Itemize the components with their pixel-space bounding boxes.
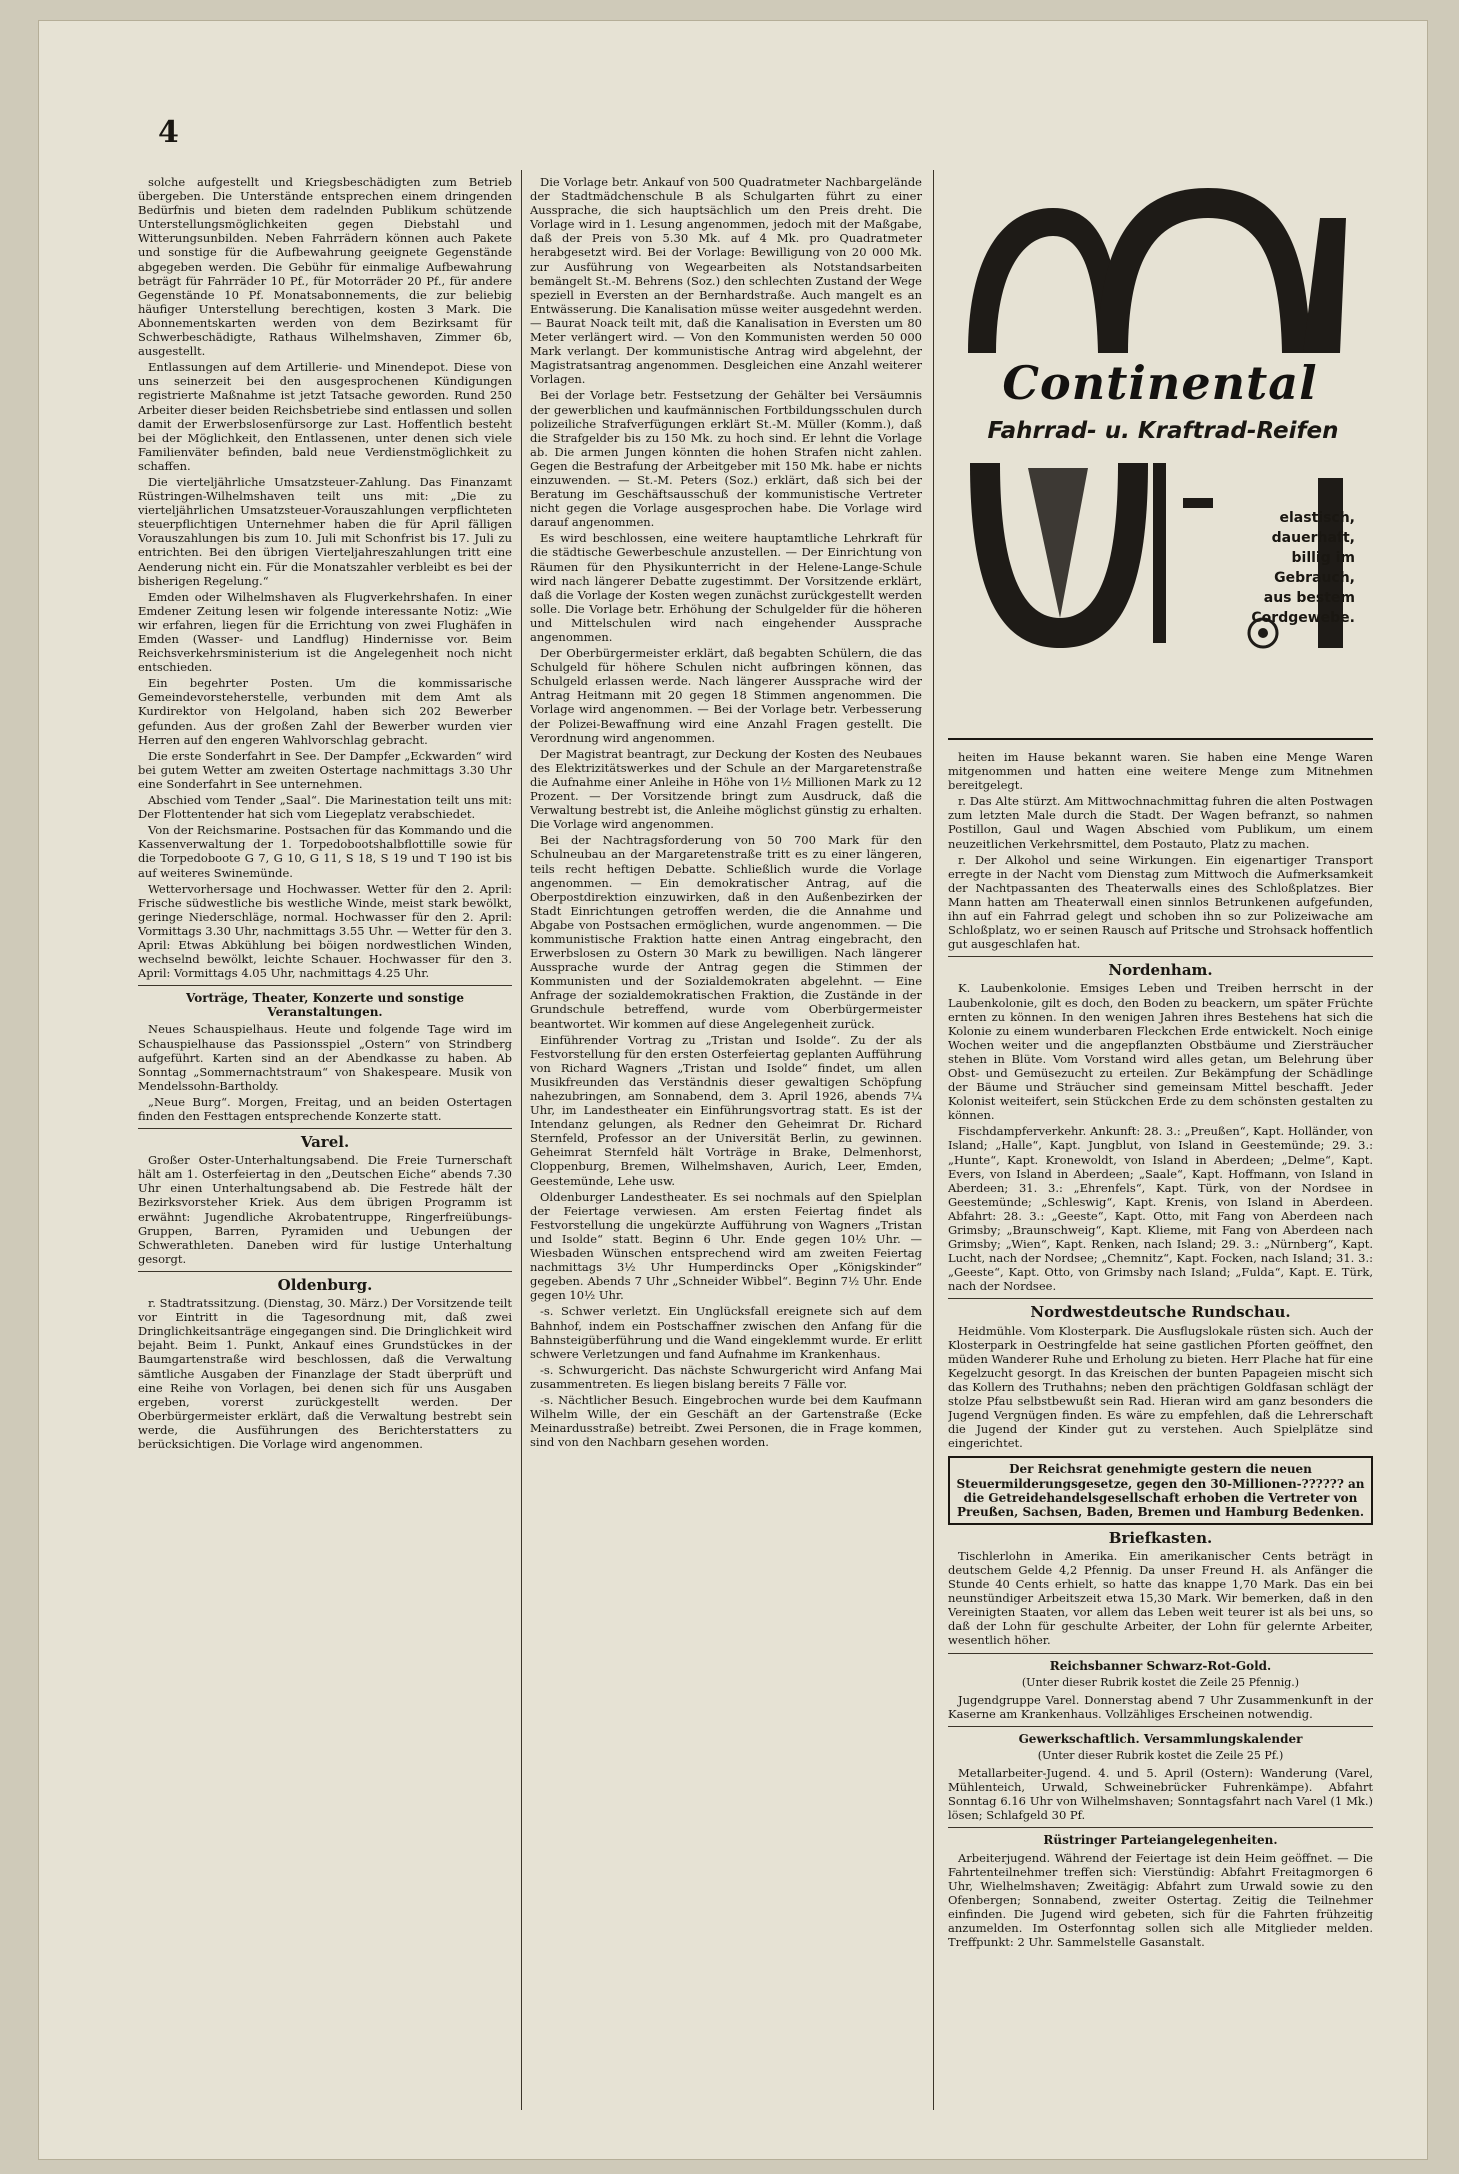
- article-paragraph: r. Das Alte stürzt. Am Mittwochnachmittag fuhren die alten Postwagen zum letzten Male durch die Stadt. Der Wagen befranzt, so nahmen Postillon, Gaul und Wagen Abschied vom Publikum, um einem neuzeitlichen Verkehrsmittel, dem Postauto, Platz zu machen.: [948, 794, 1373, 851]
- article-paragraph: Die Vorlage betr. Ankauf von 500 Quadratmeter Nachbargelände der Stadtmädchenschule B als Schulgarten führt zu einer Aussprache, die sich hauptsächlich um den Preis dreht. Die Vorlage wird in 1. Lesung angenommen, jedoch mit der Maßgabe, daß der Preis von 5.30 Mk. auf 4 Mk. pro Quadratmeter herabgesetzt wird. Bei der Vorlage: Bewilligung von 20 000 Mk. zur Ausführung von Wegearbeiten als Notstandsarbeiten bemängelt St.-M. Behrens (Soz.) den schlechten Zustand der Wege speziell in Eversten an der Bernhardstraße. Auch mangelt es an Entwässerung. Die Kanalisation müsse weiter ausgedehnt werden. — Baurat Noack teilt mit, daß die Kanalisation in Eversten um 80 Meter verlängert wird. — Von den Kommunisten werden 50 000 Mark verlangt. Der kommunistische Antrag wird abgelehnt, der Magistratsantrag angenommen. Desgleichen eine Anzahl weiterer Vorlagen.: [530, 175, 922, 387]
- article-paragraph: Oldenburger Landestheater. Es sei nochmals auf den Spielplan der Feiertage verwiesen. Am ersten Feiertag findet als Festvorstellung die ungekürzte Aufführung von Wagners „Tristan und Isolde“ statt. Beginn 6 Uhr. Ende gegen 10½ Uhr. — Wiesbaden Wünschen entsprechend wird am zweiten Feiertag nachmittags 3½ Uhr Humperdincks Oper „Königskinder“ gegeben. Abends 7 Uhr „Schneider Wibbel“. Beginn 7½ Uhr. Ende gegen 10½ Uhr.: [530, 1189, 922, 1303]
- section-rule: [948, 1726, 1373, 1727]
- news-box: Der Reichsrat genehmigte gestern die neuen Steuermilderungsgesetze, gegen den 30-Millionen-?????? an die Getreidehandelsgesellschaft erhoben die Vertreter von Preußen, Sachsen, Baden, Bremen und Hamburg Bedenken.: [948, 1456, 1373, 1524]
- ad-claim: Cordgewebe.: [1251, 610, 1355, 626]
- section-heading: Vorträge, Theater, Konzerte und sonstige Veranstaltungen.: [185, 991, 464, 1020]
- section-rule: [948, 1827, 1373, 1828]
- ad-claim: billig im: [1291, 550, 1355, 566]
- article-paragraph: Der Magistrat beantragt, zur Deckung der Kosten des Neubaues des Elektrizitätswerkes und der Schule an der Margaretenstraße die Aufnahme einer Anleihe in Höhe von 1½ Millionen Mark zu 12 Prozent. — Der Vorsitzende bringt zum Ausdruck, daß die Verwaltung bestrebt ist, die Anleihe möglichst günstig zu erhalten. Die Vorlage wird angenommen.: [530, 746, 922, 832]
- section-rule: [138, 1128, 512, 1129]
- column-right: [948, 750, 1373, 2110]
- article-paragraph: -s. Schwurgericht. Das nächste Schwurgericht wird Anfang Mai zusammentreten. Es liegen bislang bereits 7 Fälle vor.: [530, 1362, 922, 1391]
- ad-claim: Gebrauch,: [1274, 570, 1355, 586]
- ad-claim: dauerhaft,: [1271, 530, 1355, 546]
- article-paragraph: -s. Schwer verletzt. Ein Unglücksfall ereignete sich auf dem Bahnhof, indem ein Postschaffner zwischen den Anfang für die Bahnsteigüberführung und die Wand eingeklemmt wurde. Er erlitt schwere Verletzungen und fand Aufnahme im Krankenhaus.: [530, 1304, 922, 1361]
- article-paragraph: Abschied vom Tender „Saal“. Die Marinestation teilt uns mit: Der Flottentender hat sich vom Liegeplatz verabschiedet.: [138, 793, 512, 822]
- article-paragraph: Ein begehrter Posten. Um die kommissarische Gemeindevorsteherstelle, verbunden mit dem Amt als Kurdirektor von Helgoland, haben sich 202 Bewerber gefunden. Aus der großen Zahl der Bewerber wurden vier Herren auf den engeren Wahlvorschlag gebracht.: [138, 676, 512, 747]
- article-paragraph: Bei der Nachtragsforderung von 50 700 Mark für den Schulneubau an der Margaretenstraße tritt es zu einer längeren, teils recht heftigen Debatte. Schließlich wurde die Vorlage angenommen. — Ein demokratischer Antrag, auf die Oberpostdirektion einzuwirken, daß in den Außenbezirken der Stadt Einrichtungen getroffen werden, die die Annahme und Abgabe von Postsachen ermöglichen, wurde angenommen. — Die kommunistische Fraktion hatte einen Antrag eingebracht, den Erwerbslosen zu Ostern 30 Mark zu bewilligen. Nach längerer Aussprache wurde der Antrag gegen die Stimmen der Kommunisten und der Sozialdemokraten abgelehnt. — Eine Anfrage der sozialdemokratischen Fraktion, die Zustände in der Grundschule betreffend, wurde vom Oberbürgermeister beantwortet. Wir kommen auf diese Angelegenheit zurück.: [530, 833, 922, 1031]
- section-heading: Oldenburg.: [277, 1275, 373, 1294]
- article-paragraph: Neues Schauspielhaus. Heute und folgende Tage wird im Schauspielhause das Passionsspiel „Ostern“ von Strindberg aufgeführt. Karten sind an der Abendkasse zu haben. Ab Sonntag „Sommernachtstraum“ von Shakespeare. Musik von Mendelssohn-Bartholdy.: [138, 1022, 512, 1093]
- section-heading: Varel.: [300, 1133, 350, 1152]
- section-rule: [138, 985, 512, 986]
- article-paragraph: Die vierteljährliche Umsatzsteuer-Zahlung. Das Finanzamt Rüstringen-Wilhelmshaven teilt uns mit: „Die zu vierteljährlichen Umsatzsteuer-Vorauszahlungen verpflichteten steuerpflichtigen Unternehmer haben die für April fälligen Vorauszahlungen bis zum 10. Juli mit Schonfrist bis 17. Juli zu entrichten. Bei den übrigen Vierteljahreszahlungen tritt eine Aenderung nicht ein. Für die Monatszahler verbleibt es bei der bisherigen Regelung.“: [138, 474, 512, 588]
- section-heading: Briefkasten.: [1108, 1528, 1213, 1547]
- column-left: [138, 175, 512, 2105]
- section-heading: Gewerkschaftlich. Versammlungskalender: [1018, 1731, 1303, 1746]
- page-number: 4: [158, 115, 179, 150]
- article-paragraph: Arbeiterjugend. Während der Feiertage ist dein Heim geöffnet. — Die Fahrtenteilnehmer treffen sich: Vierstündig: Abfahrt Freitagmorgen 6 Uhr, Wielhelmshaven; Zweitägig: Abfahrt zum Urwald sowie zu den Ofenbergen; Sonnabend, zweiter Ostertag. Zeitig die Teilnehmer einfinden. Die Jugend wird gebeten, sich für die Fahrten frühzeitig anzumelden. Im Osterfonntag sollen sich alle Mitglieder melden. Treffpunkt: 2 Uhr. Sammelstelle Gasanstalt.: [948, 1850, 1373, 1950]
- article-paragraph: Bei der Vorlage betr. Festsetzung der Gehälter bei Versäumnis der gewerblichen und kaufmännischen Fortbildungsschulen durch polizeiliche Strafverfügungen erklärt St.-M. Müller (Komm.), daß die Strafgelder bis zu 150 Mk. zu hoch sind. Er lehnt die Vorlage ab. Die armen Jungen könnten die hohen Strafen nicht zahlen. Gegen die Bestrafung der Arbeitgeber mit 150 Mk. habe er nichts einzuwenden. — St.-M. Peters (Soz.) erklärt, daß sich bei der Beratung im Geschäftsausschuß der kommunistische Vertreter nicht gegen die Vorlage ausgesprochen habe. Die Vorlage wird darauf angenommen.: [530, 388, 922, 530]
- article-paragraph: K. Laubenkolonie. Emsiges Leben und Treiben herrscht in der Laubenkolonie, gilt es doch, den Boden zu beackern, um später Früchte ernten zu können. In den wenigen Jahren ihres Bestehens hat sich die Kolonie zu einem wunderbaren Fleckchen Erde entwickelt. Noch einige Wochen weiter und die angepflanzten Obstbäume und Ziersträucher stehen in Blüte. Vom Vorstand wird alles getan, um Belehrung über Obst- und Gemüsezucht zu erteilen. Zur Bekämpfung der Schädlinge der Bäume und Sträucher sind gemeinsam Mittel beschafft. Jeder Kolonist weiteifert, sein Stückchen Erde zu dem schönsten gestalten zu können.: [948, 981, 1373, 1123]
- article-paragraph: -s. Nächtlicher Besuch. Eingebrochen wurde bei dem Kaufmann Wilhelm Wille, der ein Geschäft an der Gartenstraße (Ecke Meinardusstraße) betreibt. Zwei Personen, die in Frage kommen, sind von den Nachbarn gesehen worden.: [530, 1392, 922, 1450]
- article-paragraph: Emden oder Wilhelmshaven als Flugverkehrshafen. In einer Emdener Zeitung lesen wir folgende interessante Notiz: „Wie wir erfahren, liegen für die Errichtung von zwei Flughäfen in Emden (Wasser- und Landflug) Hindernisse vor. Beim Reichsverkehrsministerium ist die Angelegenheit noch nicht entschieden.: [138, 589, 512, 675]
- article-paragraph: Großer Oster-Unterhaltungsabend. Die Freie Turnerschaft hält am 1. Osterfeiertag in den „Deutschen Eiche“ abends 7.30 Uhr einen Unterhaltungsabend ab. Die Festrede hält der Bezirksvorsteher Kriek. Aus dem übrigen Programm ist erwähnt: Jugendliche Akrobatentruppe, Ringerfreiübungs-Gruppen, Barren, Pyramiden und Uebungen der Schwerathleten. Daneben wird für lustige Unterhaltung gesorgt.: [138, 1153, 512, 1266]
- article-paragraph: Es wird beschlossen, eine weitere hauptamtliche Lehrkraft für die städtische Gewerbeschule anzustellen. — Der Einrichtung von Räumen für den Physikunterricht in der Helene-Lange-Schule wird nach längerer Debatte zugestimmt. Der Vorsitzende erklärt, daß die Vorlage der Kosten wegen zunächst zurückgestellt werden solle. Die Vorlage betr. Erhöhung der Schulgelder für die höheren und Mittelschulen wird nach eingehender Aussprache angenommen.: [530, 531, 922, 644]
- rubric-note: (Unter dieser Rubrik kostet die Zeile 25 Pf.): [1037, 1749, 1284, 1762]
- continental-advertisement: [948, 178, 1373, 740]
- rubric-note: (Unter dieser Rubrik kostet die Zeile 25 Pfennig.): [1021, 1675, 1300, 1689]
- article-paragraph: Fischdampferverkehr. Ankunft: 28. 3.: „Preußen“, Kapt. Holländer, von Island; „Halle“, Kapt. Jungblut, von Island in Geestemünde; 29. 3.: „Hunte“, Kapt. Kronewoldt, von Island in Aberdeen; „Delme“, Kapt. Evers, von Island in Aberdeen; „Saale“, Kapt. Hoffmann, von Island in Aberdeen; 31. 3.: „Ehrenfels“, Kapt. Türk, von der Nordsee in Geestemünde; „Schleswig“, Kapt. Krenis, von Island in Aberdeen. Abfahrt: 28. 3.: „Geeste“, Kapt. Otto, mit Fang von Aberdeen nach Grimsby; „Braunschweig“, Kapt. Klieme, mit Fang von Aberdeen nach Grimsby; „Wien“, Kapt. Renken, nach Island; 29. 3.: „Nürnberg“, Kapt. Lucht, nach der Nordsee; „Chemnitz“, Kapt. Focken, nach Island; 31. 3.: „Geeste“, Kapt. Otto, von Grimsby nach Island; „Fulda“, Kapt. E. Türk, nach der Nordsee.: [948, 1124, 1373, 1294]
- section-rule: [948, 1298, 1373, 1299]
- column-middle: [530, 175, 922, 2105]
- section-heading: Nordwestdeutsche Rundschau.: [1030, 1303, 1291, 1322]
- section-rule: [948, 1653, 1373, 1654]
- column-divider: [933, 170, 934, 2110]
- section-rule: [948, 956, 1373, 957]
- article-paragraph: Die erste Sonderfahrt in See. Der Dampfer „Eckwarden“ wird bei gutem Wetter am zweiten Ostertage nachmittags 3.30 Uhr eine Sonderfahrt in See unternehmen.: [138, 748, 512, 791]
- section-rule: [138, 1271, 512, 1272]
- section-heading: Nordenham.: [1108, 961, 1213, 980]
- tire-illustration: [948, 178, 1373, 738]
- brand-wordmark: Continental: [1002, 356, 1318, 410]
- article-paragraph: Von der Reichsmarine. Postsachen für das Kommando und die Kassenverwaltung der 1. Torpedobootshalbflottille sowie für die Torpedoboote G 7, G 10, G 11, S 18, S 19 und T 190 ist bis auf weiteres Swinemünde.: [138, 823, 512, 880]
- article-paragraph: Metallarbeiter-Jugend. 4. und 5. April (Ostern): Wanderung (Varel, Mühlenteich, Urwald, Schweinebrücker Fuhrenkämpe). Abfahrt Sonntag 6.16 Uhr von Wilhelmshaven; Sonntagsfahrt nach Varel (1 Mk.) lösen; Schlafgeld 30 Pf.: [948, 1766, 1373, 1823]
- article-paragraph: Entlassungen auf dem Artillerie- und Minendepot. Diese von uns seinerzeit bei den ausgesprochenen Kündigungen registrierte Maßnahme ist jetzt Tatsache geworden. Rund 250 Arbeiter dieser beiden Reichsbetriebe sind entlassen und sollen damit der Erwerbslosenfürsorge zur Last. Hoffentlich besteht bei der Möglichkeit, den Entlassenen, unter denen sich viele Familienväter befinden, bald neue Verdienstmöglichkeit zu schaffen.: [138, 360, 512, 473]
- section-heading: Rüstringer Parteiangelegenheiten.: [1043, 1833, 1278, 1848]
- article-paragraph: „Neue Burg“. Morgen, Freitag, und an beiden Ostertagen finden den Festtagen entsprechende Konzerte statt.: [138, 1094, 512, 1123]
- article-paragraph: Tischlerlohn in Amerika. Ein amerikanischer Cents beträgt in deutschem Gelde 4,2 Pfennig. Da unser Freund H. als Anfänger die Stunde 40 Cents erhielt, so hatte das knappe 1,70 Mark. Das ein bei neunstündiger Arbeitszeit etwa 15,30 Mark. Wir bemerken, daß in den Vereinigten Staaten, vor allem das Leben weit teurer ist als bei uns, so daß der Lohn für geschulte Arbeiter, der Lohn für gelernte Arbeiter, wesentlich höher.: [948, 1548, 1373, 1648]
- ad-claims: [1205, 508, 1355, 628]
- newspaper-page: [38, 20, 1428, 2160]
- article-paragraph: r. Der Alkohol und seine Wirkungen. Ein eigenartiger Transport erregte in der Nacht vom Dienstag zum Mittwoch die Aufmerksamkeit der Nachtpassanten des Theaterwalls eines des Schloßplatzes. Bier Mann hatten am Theaterwall einen sinnlos Betrunkenen aufgefunden, ihn auf ein Fahrrad gelegt und schoben ihn so zur Polizeiwache am Schloßplatz, wo er seinen Rausch auf Pritsche und Strohsack hoffentlich gut ausgeschlafen hat.: [948, 852, 1373, 952]
- article-paragraph: heiten im Hause bekannt waren. Sie haben eine Menge Waren mitgenommen und hatten eine weitere Menge zum Mitnehmen bereitgelegt.: [948, 750, 1373, 793]
- ad-tagline: Fahrrad- u. Kraftrad-Reifen: [987, 418, 1339, 444]
- article-paragraph: Jugendgruppe Varel. Donnerstag abend 7 Uhr Zusammenkunft in der Kaserne am Krankenhaus. Vollzähliges Erscheinen notwendig.: [948, 1692, 1373, 1721]
- article-paragraph: r. Stadtratssitzung. (Dienstag, 30. März.) Der Vorsitzende teilt vor Eintritt in die Tagesordnung mit, daß zwei Dringlichkeitsanträge eingegangen sind. Die Dringlichkeit wird bejaht. Beim 1. Punkt, Ankauf eines Grundstückes in der Baumgartenstraße wird beschlossen, daß die Verwaltung sämtliche Ausgaben der Finanzlage der Stadt überprüft und eine Reihe von Vorlagen, bei denen sich für uns Ausgaben ergeben, vorerst zurückgestellt werden. Der Oberbürgermeister erklärt, daß die Verwaltung bestrebt sein werde, die Ausführungen des Berichterstatters zu berücksichtigen. Die Vorlage wird angenommen.: [138, 1296, 512, 1451]
- ad-claim: elastisch,: [1279, 510, 1355, 526]
- article-paragraph: Heidmühle. Vom Klosterpark. Die Ausflugslokale rüsten sich. Auch der Klosterpark in Oestringfelde hat seine gastlichen Pforten geöffnet, den müden Wanderer Ruhe und Erholung zu bieten. Herr Plache hat für eine Kegelzucht gesorgt. In das Kreischen der bunten Papageien mischt sich das Kollern des Truthahns; neben den prächtigen Goldfasan schlägt der stolze Pfau selbstbewußt sein Rad. Hieran wird am ganz besonders die Jugend Vergnügen finden. Es wäre zu empfehlen, daß die Lehrerschaft die Jugend der Kinder gut zu verstehen. Auch Spielplätze sind eingerichtet.: [948, 1323, 1373, 1451]
- article-paragraph: Der Oberbürgermeister erklärt, daß begabten Schülern, die das Schulgeld für höhere Schulen nicht aufbringen können, das Schulgeld erlassen werde. Nach längerer Aussprache wird der Antrag Heitmann mit 20 gegen 18 Stimmen angenommen. Die Vorlage wird angenommen. — Bei der Vorlage betr. Verbesserung der Polizei-Bewaffnung wird eine Anzahl Fragen gestellt. Die Verordnung wird angenommen.: [530, 646, 922, 745]
- ad-claim: aus bestem: [1263, 590, 1355, 606]
- section-heading: Reichsbanner Schwarz-Rot-Gold.: [1049, 1658, 1272, 1673]
- article-paragraph: Wettervorhersage und Hochwasser. Wetter für den 2. April: Frische südwestliche bis westliche Winde, meist stark bewölkt, geringe Niederschläge, normal. Hochwasser für den 2. April: Vormittags 3.30 Uhr, nachmittags 3.55 Uhr. — Wetter für den 3. April: Etwas Abkühlung bei böigen nordwestlichen Winden, wechselnd bewölkt, leichte Schauer. Hochwasser für den 3. April: Vormittags 4.05 Uhr, nachmittags 4.25 Uhr.: [138, 881, 512, 981]
- article-paragraph: Einführender Vortrag zu „Tristan und Isolde“. Zu der als Festvorstellung für den ersten Osterfeiertag geplanten Aufführung von Richard Wagners „Tristan und Isolde“ findet, um allen Musikfreunden das Verständnis dieser gewaltigen Schöpfung nahezubringen, am Sonnabend, dem 3. April 1926, abends 7¼ Uhr, im Landestheater ein Einführungsvortrag statt. Es ist der Intendanz gelungen, als Redner den Geheimrat Dr. Richard Sternfeld, Professor an der Universität Berlin, zu gewinnen. Geheimrat Sternfeld hält Vorträge in Brake, Delmenhorst, Cloppenburg, Bremen, Wilhelmshaven, Aurich, Leer, Emden, Geestemünde, Lehe usw.: [530, 1032, 922, 1188]
- column-divider: [521, 170, 522, 2110]
- article-paragraph: solche aufgestellt und Kriegsbeschädigten zum Betrieb übergeben. Die Unterstände entsprechen einem dringenden Bedürfnis und bieten dem radelnden Publikum schützende Unterstellungsmöglichkeiten gegen Diebstahl und Witterungsunbilden. Neben Fahrrädern können auch Pakete und sonstige für die Aufbewahrung geeignete Gegenstände abgegeben werden. Die Gebühr für einmalige Aufbewahrung beträgt für Fahrräder 10 Pf., für Motorräder 20 Pf., für andere Gegenstände 10 Pf. Monatsabonnements, die zur beliebig häufiger Unterstellung berechtigen, kosten 3 Mark. Die Abonnementskarten werden von dem Bezirksamt für Schwerbeschädigte, Rathaus Wilhelmshaven, Zimmer 6b, ausgestellt.: [138, 175, 512, 359]
